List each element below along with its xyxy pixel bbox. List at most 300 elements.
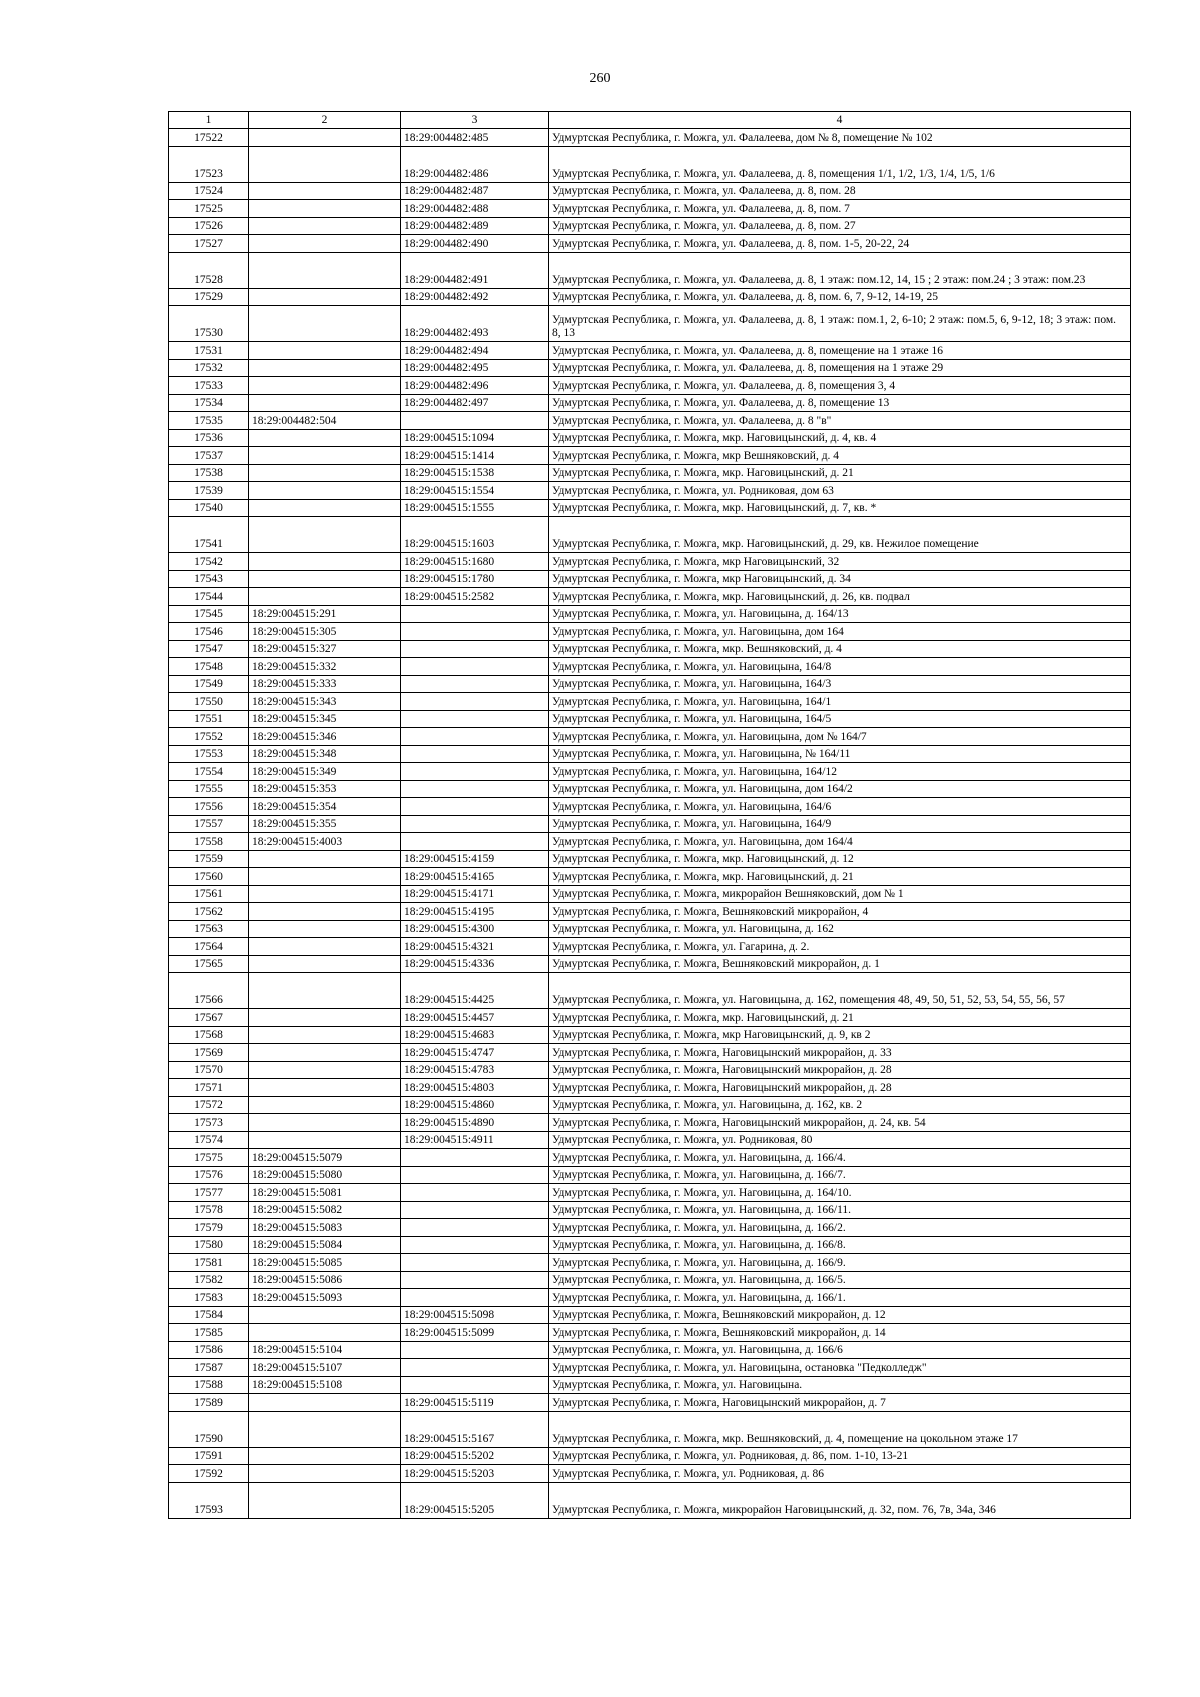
cadastral-number-cell bbox=[249, 903, 401, 921]
address-cell: Удмуртская Республика, г. Можга, микрорайон Вешняковский, дом № 1 bbox=[549, 885, 1131, 903]
table-row bbox=[169, 850, 1131, 868]
table-body bbox=[169, 129, 1131, 1519]
row-number-cell: 17589 bbox=[169, 1394, 249, 1412]
table-row bbox=[169, 200, 1131, 218]
building-cadastral-number-cell: 18:29:004515:1538 bbox=[401, 464, 549, 482]
table-row bbox=[169, 780, 1131, 798]
building-cadastral-number-cell bbox=[401, 763, 549, 781]
building-cadastral-number-cell bbox=[401, 728, 549, 746]
table-row bbox=[169, 868, 1131, 886]
building-cadastral-number-cell: 18:29:004482:485 bbox=[401, 129, 549, 147]
address-cell: Удмуртская Республика, г. Можга, ул. Родниковая, дом 63 bbox=[549, 482, 1131, 500]
cadastral-number-cell: 18:29:004482:504 bbox=[249, 412, 401, 430]
row-number-cell: 17532 bbox=[169, 359, 249, 377]
table-row bbox=[169, 1044, 1131, 1062]
building-cadastral-number-cell: 18:29:004515:4321 bbox=[401, 938, 549, 956]
building-cadastral-number-cell: 18:29:004515:4336 bbox=[401, 955, 549, 973]
row-number-cell: 17579 bbox=[169, 1219, 249, 1237]
cadastral-number-cell: 18:29:004515:355 bbox=[249, 815, 401, 833]
row-number-cell: 17554 bbox=[169, 763, 249, 781]
building-cadastral-number-cell: 18:29:004482:496 bbox=[401, 377, 549, 395]
building-cadastral-number-cell: 18:29:004515:5202 bbox=[401, 1447, 549, 1465]
row-number-cell: 17582 bbox=[169, 1271, 249, 1289]
address-cell: Удмуртская Республика, г. Можга, Вешняковский микрорайон, д. 1 bbox=[549, 955, 1131, 973]
row-number-cell: 17553 bbox=[169, 745, 249, 763]
table-row bbox=[169, 499, 1131, 517]
column-header-2: 2 bbox=[249, 112, 401, 129]
cadastral-number-cell: 18:29:004515:5104 bbox=[249, 1341, 401, 1359]
cadastral-number-cell bbox=[249, 217, 401, 235]
table-row bbox=[169, 693, 1131, 711]
address-cell: Удмуртская Республика, г. Можга, ул. Наговицына, д. 162 bbox=[549, 920, 1131, 938]
table-row bbox=[169, 412, 1131, 430]
building-cadastral-number-cell: 18:29:004482:487 bbox=[401, 182, 549, 200]
row-number-cell: 17562 bbox=[169, 903, 249, 921]
address-cell: Удмуртская Республика, г. Можга, ул. Наговицына, дом 164/4 bbox=[549, 833, 1131, 851]
cadastral-number-cell bbox=[249, 1131, 401, 1149]
table-row bbox=[169, 342, 1131, 360]
address-cell: Удмуртская Республика, г. Можга, мкр Наговицынский, 32 bbox=[549, 553, 1131, 571]
row-number-cell: 17524 bbox=[169, 182, 249, 200]
row-number-cell: 17543 bbox=[169, 570, 249, 588]
building-cadastral-number-cell: 18:29:004515:4911 bbox=[401, 1131, 549, 1149]
address-cell: Удмуртская Республика, г. Можга, ул. Наговицына, остановка "Педколледж" bbox=[549, 1359, 1131, 1377]
table-row bbox=[169, 798, 1131, 816]
row-number-cell: 17560 bbox=[169, 868, 249, 886]
address-cell: Удмуртская Республика, г. Можга, ул. Наговицына, д. 162, кв. 2 bbox=[549, 1096, 1131, 1114]
table-row bbox=[169, 973, 1131, 1009]
row-number-cell: 17531 bbox=[169, 342, 249, 360]
row-number-cell: 17586 bbox=[169, 1341, 249, 1359]
building-cadastral-number-cell: 18:29:004515:4783 bbox=[401, 1061, 549, 1079]
address-cell: Удмуртская Республика, г. Можга, ул. Наговицына, 164/8 bbox=[549, 658, 1131, 676]
cadastral-number-cell bbox=[249, 429, 401, 447]
table-row bbox=[169, 763, 1131, 781]
row-number-cell: 17569 bbox=[169, 1044, 249, 1062]
building-cadastral-number-cell bbox=[401, 658, 549, 676]
table-row bbox=[169, 1201, 1131, 1219]
table-row bbox=[169, 252, 1131, 288]
address-cell: Удмуртская Республика, г. Можга, ул. Наговицына, дом № 164/7 bbox=[549, 728, 1131, 746]
address-cell: Удмуртская Республика, г. Можга, Наговицынский микрорайон, д. 28 bbox=[549, 1061, 1131, 1079]
cadastral-number-cell bbox=[249, 482, 401, 500]
address-cell: Удмуртская Республика, г. Можга, ул. Фалалеева, д. 8, помещение 13 bbox=[549, 394, 1131, 412]
table-row bbox=[169, 1341, 1131, 1359]
cadastral-number-cell bbox=[249, 377, 401, 395]
building-cadastral-number-cell bbox=[401, 1289, 549, 1307]
building-cadastral-number-cell: 18:29:004515:5203 bbox=[401, 1465, 549, 1483]
address-cell: Удмуртская Республика, г. Можга, мкр. Наговицынский, д. 21 bbox=[549, 1009, 1131, 1027]
address-cell: Удмуртская Республика, г. Можга, микрорайон Наговицынский, д. 32, пом. 76, 7в, 34а, 346 bbox=[549, 1482, 1131, 1518]
building-cadastral-number-cell: 18:29:004515:4300 bbox=[401, 920, 549, 938]
address-cell: Удмуртская Республика, г. Можга, ул. Фалалеева, д. 8, помещения 3, 4 bbox=[549, 377, 1131, 395]
address-cell: Удмуртская Республика, г. Можга, ул. Фалалеева, д. 8, пом. 1-5, 20-22, 24 bbox=[549, 235, 1131, 253]
address-cell: Удмуртская Республика, г. Можга, ул. Наговицына, № 164/11 bbox=[549, 745, 1131, 763]
row-number-cell: 17566 bbox=[169, 973, 249, 1009]
address-cell: Удмуртская Республика, г. Можга, ул. Гагарина, д. 2. bbox=[549, 938, 1131, 956]
building-cadastral-number-cell: 18:29:004482:492 bbox=[401, 288, 549, 306]
building-cadastral-number-cell bbox=[401, 798, 549, 816]
cadastral-number-cell: 18:29:004515:5085 bbox=[249, 1254, 401, 1272]
row-number-cell: 17576 bbox=[169, 1166, 249, 1184]
table-row bbox=[169, 1447, 1131, 1465]
cadastral-number-cell bbox=[249, 850, 401, 868]
row-number-cell: 17574 bbox=[169, 1131, 249, 1149]
address-cell: Удмуртская Республика, г. Можга, мкр Наговицынский, д. 34 bbox=[549, 570, 1131, 588]
cadastral-number-cell: 18:29:004515:291 bbox=[249, 605, 401, 623]
building-cadastral-number-cell: 18:29:004515:1603 bbox=[401, 517, 549, 553]
table-row bbox=[169, 306, 1131, 342]
table-row bbox=[169, 129, 1131, 147]
address-cell: Удмуртская Республика, г. Можга, ул. Наговицына, д. 164/13 bbox=[549, 605, 1131, 623]
table-row bbox=[169, 1219, 1131, 1237]
table-row bbox=[169, 570, 1131, 588]
row-number-cell: 17558 bbox=[169, 833, 249, 851]
cadastral-number-cell: 18:29:004515:5083 bbox=[249, 1219, 401, 1237]
row-number-cell: 17542 bbox=[169, 553, 249, 571]
address-cell: Удмуртская Республика, г. Можга, мкр. Вешняковский, д. 4, помещение на цокольном этаже 17 bbox=[549, 1411, 1131, 1447]
table-row bbox=[169, 429, 1131, 447]
address-cell: Удмуртская Республика, г. Можга, ул. Фалалеева, д. 8 "в" bbox=[549, 412, 1131, 430]
address-cell: Удмуртская Республика, г. Можга, ул. Фалалеева, д. 8, помещения 1/1, 1/2, 1/3, 1/4, 1/5, 1/6 bbox=[549, 146, 1131, 182]
table-row bbox=[169, 359, 1131, 377]
address-cell: Удмуртская Республика, г. Можга, Наговицынский микрорайон, д. 28 bbox=[549, 1079, 1131, 1097]
cadastral-number-cell: 18:29:004515:345 bbox=[249, 710, 401, 728]
cadastral-number-cell bbox=[249, 973, 401, 1009]
cadastral-number-cell: 18:29:004515:5081 bbox=[249, 1184, 401, 1202]
building-cadastral-number-cell bbox=[401, 833, 549, 851]
address-cell: Удмуртская Республика, г. Можга, ул. Фалалеева, д. 8, пом. 6, 7, 9-12, 14-19, 25 bbox=[549, 288, 1131, 306]
address-cell: Удмуртская Республика, г. Можга, ул. Фалалеева, д. 8, пом. 28 bbox=[549, 182, 1131, 200]
cadastral-number-cell bbox=[249, 499, 401, 517]
building-cadastral-number-cell bbox=[401, 1376, 549, 1394]
cadastral-number-cell bbox=[249, 553, 401, 571]
address-cell: Удмуртская Республика, г. Можга, ул. Наговицына, 164/9 bbox=[549, 815, 1131, 833]
address-cell: Удмуртская Республика, г. Можга, ул. Наговицына. bbox=[549, 1376, 1131, 1394]
row-number-cell: 17539 bbox=[169, 482, 249, 500]
building-cadastral-number-cell: 18:29:004515:5119 bbox=[401, 1394, 549, 1412]
cadastral-number-cell bbox=[249, 588, 401, 606]
row-number-cell: 17573 bbox=[169, 1114, 249, 1132]
row-number-cell: 17535 bbox=[169, 412, 249, 430]
table-row bbox=[169, 288, 1131, 306]
address-cell: Удмуртская Республика, г. Можга, ул. Родниковая, д. 86, пом. 1-10, 13-21 bbox=[549, 1447, 1131, 1465]
row-number-cell: 17570 bbox=[169, 1061, 249, 1079]
address-cell: Удмуртская Республика, г. Можга, ул. Наговицына, 164/3 bbox=[549, 675, 1131, 693]
row-number-cell: 17555 bbox=[169, 780, 249, 798]
building-cadastral-number-cell: 18:29:004515:1094 bbox=[401, 429, 549, 447]
address-cell: Удмуртская Республика, г. Можга, ул. Фалалеева, д. 8, 1 этаж: пом.12, 14, 15 ; 2 этаж: пом.24 ; 3 этаж: пом.23 bbox=[549, 252, 1131, 288]
row-number-cell: 17545 bbox=[169, 605, 249, 623]
address-cell: Удмуртская Республика, г. Можга, ул. Фалалеева, д. 8, пом. 7 bbox=[549, 200, 1131, 218]
table-row bbox=[169, 1376, 1131, 1394]
table-row bbox=[169, 1184, 1131, 1202]
cadastral-number-cell bbox=[249, 359, 401, 377]
building-cadastral-number-cell bbox=[401, 640, 549, 658]
address-cell: Удмуртская Республика, г. Можга, мкр. Наговицынский, д. 21 bbox=[549, 464, 1131, 482]
address-cell: Удмуртская Республика, г. Можга, ул. Наговицына, д. 166/4. bbox=[549, 1149, 1131, 1167]
cadastral-number-cell: 18:29:004515:348 bbox=[249, 745, 401, 763]
row-number-cell: 17550 bbox=[169, 693, 249, 711]
row-number-cell: 17552 bbox=[169, 728, 249, 746]
address-cell: Удмуртская Республика, г. Можга, ул. Наговицына, 164/6 bbox=[549, 798, 1131, 816]
address-cell: Удмуртская Республика, г. Можга, Наговицынский микрорайон, д. 7 bbox=[549, 1394, 1131, 1412]
column-header-1: 1 bbox=[169, 112, 249, 129]
table-row bbox=[169, 377, 1131, 395]
column-numbers-row bbox=[169, 112, 1131, 129]
building-cadastral-number-cell bbox=[401, 675, 549, 693]
table-row bbox=[169, 482, 1131, 500]
row-number-cell: 17522 bbox=[169, 129, 249, 147]
table-row bbox=[169, 658, 1131, 676]
cadastral-number-cell bbox=[249, 868, 401, 886]
address-cell: Удмуртская Республика, г. Можга, мкр. Наговицынский, д. 4, кв. 4 bbox=[549, 429, 1131, 447]
table-row bbox=[169, 1394, 1131, 1412]
building-cadastral-number-cell: 18:29:004482:490 bbox=[401, 235, 549, 253]
row-number-cell: 17577 bbox=[169, 1184, 249, 1202]
page-number: 260 bbox=[589, 71, 611, 86]
cadastral-number-cell bbox=[249, 885, 401, 903]
row-number-cell: 17527 bbox=[169, 235, 249, 253]
row-number-cell: 17590 bbox=[169, 1411, 249, 1447]
address-cell: Удмуртская Республика, г. Можга, ул. Фалалеева, дом № 8, помещение № 102 bbox=[549, 129, 1131, 147]
table-row bbox=[169, 1131, 1131, 1149]
building-cadastral-number-cell bbox=[401, 745, 549, 763]
cadastral-number-cell: 18:29:004515:5086 bbox=[249, 1271, 401, 1289]
row-number-cell: 17588 bbox=[169, 1376, 249, 1394]
cadastral-number-cell bbox=[249, 306, 401, 342]
cadastral-number-cell bbox=[249, 517, 401, 553]
table-row bbox=[169, 394, 1131, 412]
address-cell: Удмуртская Республика, г. Можга, ул. Наговицына, д. 166/7. bbox=[549, 1166, 1131, 1184]
table-row bbox=[169, 885, 1131, 903]
table-row bbox=[169, 903, 1131, 921]
table-row bbox=[169, 235, 1131, 253]
building-cadastral-number-cell: 18:29:004515:4159 bbox=[401, 850, 549, 868]
table-row bbox=[169, 833, 1131, 851]
building-cadastral-number-cell: 18:29:004515:4457 bbox=[401, 1009, 549, 1027]
building-cadastral-number-cell: 18:29:004515:4747 bbox=[401, 1044, 549, 1062]
cadastral-number-cell: 18:29:004515:332 bbox=[249, 658, 401, 676]
cadastral-number-cell bbox=[249, 1324, 401, 1342]
building-cadastral-number-cell bbox=[401, 780, 549, 798]
table-row bbox=[169, 1465, 1131, 1483]
table-row bbox=[169, 938, 1131, 956]
address-cell: Удмуртская Республика, г. Можга, ул. Наговицына, дом 164 bbox=[549, 623, 1131, 641]
cadastral-number-cell: 18:29:004515:5079 bbox=[249, 1149, 401, 1167]
building-cadastral-number-cell bbox=[401, 693, 549, 711]
table-row bbox=[169, 623, 1131, 641]
cadastral-number-cell bbox=[249, 1465, 401, 1483]
row-number-cell: 17568 bbox=[169, 1026, 249, 1044]
table-row bbox=[169, 920, 1131, 938]
cadastral-number-cell bbox=[249, 1026, 401, 1044]
cadastral-number-cell bbox=[249, 182, 401, 200]
cadastral-number-cell bbox=[249, 288, 401, 306]
cadastral-number-cell bbox=[249, 200, 401, 218]
building-cadastral-number-cell bbox=[401, 710, 549, 728]
cadastral-number-cell: 18:29:004515:5084 bbox=[249, 1236, 401, 1254]
address-cell: Удмуртская Республика, г. Можга, Вешняковский микрорайон, 4 bbox=[549, 903, 1131, 921]
table-row bbox=[169, 1271, 1131, 1289]
table-row bbox=[169, 1236, 1131, 1254]
building-cadastral-number-cell bbox=[401, 1166, 549, 1184]
cadastral-number-cell: 18:29:004515:327 bbox=[249, 640, 401, 658]
address-cell: Удмуртская Республика, г. Можга, ул. Фалалеева, д. 8, помещение на 1 этаже 16 bbox=[549, 342, 1131, 360]
building-cadastral-number-cell: 18:29:004515:1555 bbox=[401, 499, 549, 517]
row-number-cell: 17581 bbox=[169, 1254, 249, 1272]
cadastral-number-cell bbox=[249, 920, 401, 938]
row-number-cell: 17551 bbox=[169, 710, 249, 728]
row-number-cell: 17584 bbox=[169, 1306, 249, 1324]
cadastral-number-cell bbox=[249, 252, 401, 288]
building-cadastral-number-cell: 18:29:004515:4171 bbox=[401, 885, 549, 903]
column-header-4: 4 bbox=[549, 112, 1131, 129]
cadastral-number-cell bbox=[249, 1447, 401, 1465]
row-number-cell: 17559 bbox=[169, 850, 249, 868]
row-number-cell: 17571 bbox=[169, 1079, 249, 1097]
building-cadastral-number-cell: 18:29:004515:5099 bbox=[401, 1324, 549, 1342]
row-number-cell: 17544 bbox=[169, 588, 249, 606]
cadastral-number-cell: 18:29:004515:333 bbox=[249, 675, 401, 693]
row-number-cell: 17585 bbox=[169, 1324, 249, 1342]
building-cadastral-number-cell: 18:29:004482:488 bbox=[401, 200, 549, 218]
address-cell: Удмуртская Республика, г. Можга, ул. Наговицына, д. 166/11. bbox=[549, 1201, 1131, 1219]
table-row bbox=[169, 1166, 1131, 1184]
row-number-cell: 17563 bbox=[169, 920, 249, 938]
row-number-cell: 17540 bbox=[169, 499, 249, 517]
address-cell: Удмуртская Республика, г. Можга, ул. Наговицына, дом 164/2 bbox=[549, 780, 1131, 798]
building-cadastral-number-cell: 18:29:004482:491 bbox=[401, 252, 549, 288]
table-row bbox=[169, 1026, 1131, 1044]
address-cell: Удмуртская Республика, г. Можга, мкр. Наговицынский, д. 21 bbox=[549, 868, 1131, 886]
building-cadastral-number-cell bbox=[401, 623, 549, 641]
table-row bbox=[169, 955, 1131, 973]
cadastral-number-cell: 18:29:004515:5108 bbox=[249, 1376, 401, 1394]
table-row bbox=[169, 1411, 1131, 1447]
address-cell: Удмуртская Республика, г. Можга, мкр. Наговицынский, д. 12 bbox=[549, 850, 1131, 868]
cadastral-number-cell: 18:29:004515:349 bbox=[249, 763, 401, 781]
row-number-cell: 17556 bbox=[169, 798, 249, 816]
row-number-cell: 17578 bbox=[169, 1201, 249, 1219]
cadastral-number-cell: 18:29:004515:4003 bbox=[249, 833, 401, 851]
building-cadastral-number-cell: 18:29:004515:4195 bbox=[401, 903, 549, 921]
row-number-cell: 17592 bbox=[169, 1465, 249, 1483]
row-number-cell: 17526 bbox=[169, 217, 249, 235]
column-header-3: 3 bbox=[401, 112, 549, 129]
row-number-cell: 17591 bbox=[169, 1447, 249, 1465]
table-row bbox=[169, 588, 1131, 606]
address-cell: Удмуртская Республика, г. Можга, мкр Вешняковский, д. 4 bbox=[549, 447, 1131, 465]
building-cadastral-number-cell: 18:29:004515:4683 bbox=[401, 1026, 549, 1044]
row-number-cell: 17541 bbox=[169, 517, 249, 553]
building-cadastral-number-cell bbox=[401, 1271, 549, 1289]
building-cadastral-number-cell bbox=[401, 605, 549, 623]
cadastral-number-cell: 18:29:004515:353 bbox=[249, 780, 401, 798]
address-cell: Удмуртская Республика, г. Можга, ул. Наговицына, д. 166/9. bbox=[549, 1254, 1131, 1272]
address-cell: Удмуртская Республика, г. Можга, ул. Наговицына, д. 166/8. bbox=[549, 1236, 1131, 1254]
address-cell: Удмуртская Республика, г. Можга, ул. Фалалеева, д. 8, 1 этаж: пом.1, 2, 6-10; 2 этаж: пом.5, 6, 9-12, 18; 3 этаж: пом. 8, 13 bbox=[549, 306, 1131, 342]
building-cadastral-number-cell: 18:29:004515:5205 bbox=[401, 1482, 549, 1518]
cadastral-number-cell bbox=[249, 1061, 401, 1079]
table-row bbox=[169, 728, 1131, 746]
table-row bbox=[169, 710, 1131, 728]
building-cadastral-number-cell bbox=[401, 1201, 549, 1219]
row-number-cell: 17583 bbox=[169, 1289, 249, 1307]
table-row bbox=[169, 1061, 1131, 1079]
row-number-cell: 17547 bbox=[169, 640, 249, 658]
table-row bbox=[169, 640, 1131, 658]
cadastral-number-cell: 18:29:004515:5107 bbox=[249, 1359, 401, 1377]
address-cell: Удмуртская Республика, г. Можга, ул. Наговицына, д. 164/10. bbox=[549, 1184, 1131, 1202]
building-cadastral-number-cell bbox=[401, 1341, 549, 1359]
building-cadastral-number-cell: 18:29:004515:4803 bbox=[401, 1079, 549, 1097]
row-number-cell: 17537 bbox=[169, 447, 249, 465]
cadastral-number-cell bbox=[249, 938, 401, 956]
building-cadastral-number-cell bbox=[401, 1254, 549, 1272]
building-cadastral-number-cell bbox=[401, 1184, 549, 1202]
building-cadastral-number-cell: 18:29:004515:2582 bbox=[401, 588, 549, 606]
cadastral-number-cell bbox=[249, 235, 401, 253]
cadastral-number-cell: 18:29:004515:346 bbox=[249, 728, 401, 746]
address-cell: Удмуртская Республика, г. Можга, ул. Родниковая, д. 86 bbox=[549, 1465, 1131, 1483]
building-cadastral-number-cell: 18:29:004515:4165 bbox=[401, 868, 549, 886]
address-cell: Удмуртская Республика, г. Можга, ул. Наговицына, 164/5 bbox=[549, 710, 1131, 728]
cadastral-number-cell: 18:29:004515:5082 bbox=[249, 1201, 401, 1219]
table-row bbox=[169, 553, 1131, 571]
table-row bbox=[169, 1289, 1131, 1307]
cadastral-number-cell bbox=[249, 1096, 401, 1114]
table-header bbox=[169, 112, 1131, 129]
building-cadastral-number-cell: 18:29:004482:495 bbox=[401, 359, 549, 377]
building-cadastral-number-cell: 18:29:004482:489 bbox=[401, 217, 549, 235]
address-cell: Удмуртская Республика, г. Можга, ул. Наговицына, д. 166/5. bbox=[549, 1271, 1131, 1289]
cadastral-number-cell bbox=[249, 394, 401, 412]
property-registry-table bbox=[168, 111, 1131, 1519]
row-number-cell: 17533 bbox=[169, 377, 249, 395]
cadastral-number-cell bbox=[249, 1079, 401, 1097]
building-cadastral-number-cell bbox=[401, 1149, 549, 1167]
table-row bbox=[169, 146, 1131, 182]
cadastral-number-cell bbox=[249, 146, 401, 182]
row-number-cell: 17565 bbox=[169, 955, 249, 973]
table-row bbox=[169, 1149, 1131, 1167]
row-number-cell: 17557 bbox=[169, 815, 249, 833]
row-number-cell: 17548 bbox=[169, 658, 249, 676]
table-row bbox=[169, 1079, 1131, 1097]
cadastral-number-cell bbox=[249, 1394, 401, 1412]
address-cell: Удмуртская Республика, г. Можга, мкр. Наговицынский, д. 26, кв. подвал bbox=[549, 588, 1131, 606]
table-row bbox=[169, 1306, 1131, 1324]
row-number-cell: 17572 bbox=[169, 1096, 249, 1114]
building-cadastral-number-cell bbox=[401, 1236, 549, 1254]
cadastral-number-cell bbox=[249, 1411, 401, 1447]
building-cadastral-number-cell: 18:29:004515:1554 bbox=[401, 482, 549, 500]
table-row bbox=[169, 745, 1131, 763]
building-cadastral-number-cell: 18:29:004482:494 bbox=[401, 342, 549, 360]
address-cell: Удмуртская Республика, г. Можга, мкр. Наговицынский, д. 29, кв. Нежилое помещение bbox=[549, 517, 1131, 553]
table-row bbox=[169, 1114, 1131, 1132]
row-number-cell: 17587 bbox=[169, 1359, 249, 1377]
table-row bbox=[169, 1359, 1131, 1377]
cadastral-number-cell bbox=[249, 464, 401, 482]
cadastral-number-cell bbox=[249, 955, 401, 973]
address-cell: Удмуртская Республика, г. Можга, Наговицынский микрорайон, д. 24, кв. 54 bbox=[549, 1114, 1131, 1132]
cadastral-number-cell bbox=[249, 570, 401, 588]
cadastral-number-cell: 18:29:004515:305 bbox=[249, 623, 401, 641]
table-row bbox=[169, 517, 1131, 553]
address-cell: Удмуртская Республика, г. Можга, ул. Наговицына, д. 166/6 bbox=[549, 1341, 1131, 1359]
